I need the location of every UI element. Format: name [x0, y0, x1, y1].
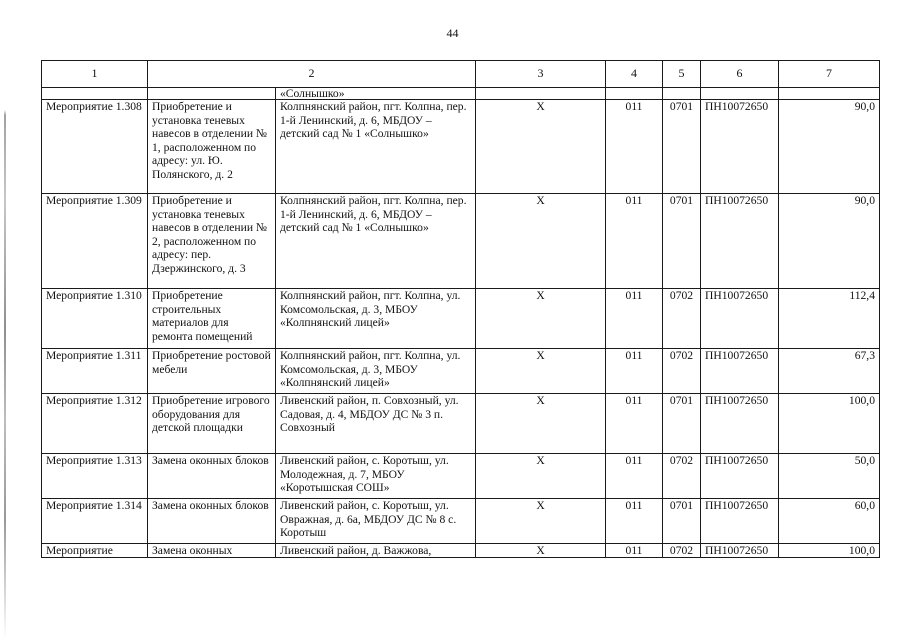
- amount-cell: 90,0: [779, 100, 880, 194]
- event-id-cell: Мероприятие 1.312: [42, 394, 148, 454]
- col5-cell: 0701: [663, 194, 701, 289]
- item-cell: Приобретение игрового оборудования для детской площадки: [148, 394, 276, 454]
- col5-cell: 0701: [663, 394, 701, 454]
- item-cell: Замена оконных блоков: [148, 499, 276, 544]
- item-cell: Приобретение строительных материалов для ремонта помещений: [148, 289, 276, 349]
- col5-cell: 0701: [663, 499, 701, 544]
- amount-cell: 112,4: [779, 289, 880, 349]
- address-cell: Колпнянский район, пгт. Колпна, ул. Комсомольская, д. 3, МБОУ «Колпнянский лицей»: [276, 349, 476, 394]
- col3-cell: Х: [476, 544, 606, 558]
- col6-cell: ПН10072650: [701, 194, 779, 289]
- item-cell: Замена оконных: [148, 544, 276, 558]
- col3-cell: Х: [476, 194, 606, 289]
- event-id-cell: Мероприятие: [42, 544, 148, 558]
- event-id-cell: Мероприятие 1.310: [42, 289, 148, 349]
- header-col-4: 4: [606, 61, 663, 88]
- item-cell: Приобретение и установка теневых навесов в отделении № 1, расположенном по адресу: ул. Ю. Полянского, д. 2: [148, 100, 276, 194]
- budget-table: [41, 60, 880, 558]
- address-cell: Колпнянский район, пгт. Колпна, пер. 1-й Ленинский, д. 6, МБДОУ – детский сад № 1 «Солнышко»: [276, 100, 476, 194]
- col4-cell: 011: [606, 100, 663, 194]
- col6-cell: ПН10072650: [701, 499, 779, 544]
- col6-cell: ПН10072650: [701, 544, 779, 558]
- col5-cell: 0702: [663, 349, 701, 394]
- col6-cell: ПН10072650: [701, 349, 779, 394]
- amount-cell: 100,0: [779, 394, 880, 454]
- item-cell: Замена оконных блоков: [148, 454, 276, 499]
- item-cell: Приобретение ростовой мебели: [148, 349, 276, 394]
- table-row: [42, 289, 880, 349]
- address-cell: Колпнянский район, пгт. Колпна, ул. Комсомольская, д. 3, МБОУ «Колпнянский лицей»: [276, 289, 476, 349]
- table-row: [42, 544, 880, 558]
- scan-edge: [4, 0, 6, 640]
- header-col-2: 2: [148, 61, 476, 88]
- event-id-cell: Мероприятие 1.311: [42, 349, 148, 394]
- col6-cell: ПН10072650: [701, 289, 779, 349]
- col4-cell: 011: [606, 194, 663, 289]
- address-cell: Колпнянский район, пгт. Колпна, пер. 1-й Ленинский, д. 6, МБДОУ – детский сад № 1 «Солнышко»: [276, 194, 476, 289]
- address-cell: Ливенский район, д. Важжова,: [276, 544, 476, 558]
- amount-cell: 60,0: [779, 499, 880, 544]
- col6-cell: ПН10072650: [701, 454, 779, 499]
- col3-cell: Х: [476, 349, 606, 394]
- header-col-6: 6: [701, 61, 779, 88]
- table-row: [42, 349, 880, 394]
- table-row: [42, 100, 880, 194]
- amount-cell: 50,0: [779, 454, 880, 499]
- col5-cell: 0702: [663, 544, 701, 558]
- address-cell: Ливенский район, с. Коротыш, ул. Овражная, д. 6а, МБДОУ ДС № 8 с. Коротыш: [276, 499, 476, 544]
- page-number: 44: [446, 26, 459, 40]
- event-id-cell: Мероприятие 1.308: [42, 100, 148, 194]
- table-row: [42, 394, 880, 454]
- address-cell: Ливенский район, с. Коротыш, ул. Молодежная, д. 7, МБОУ «Коротышская СОШ»: [276, 454, 476, 499]
- col5-cell: 0702: [663, 289, 701, 349]
- event-id-cell: Мероприятие 1.313: [42, 454, 148, 499]
- col6-cell: ПН10072650: [701, 394, 779, 454]
- col5-cell: 0702: [663, 454, 701, 499]
- col3-cell: Х: [476, 100, 606, 194]
- col3-cell: Х: [476, 289, 606, 349]
- col5-cell: 0701: [663, 100, 701, 194]
- amount-cell: 90,0: [779, 194, 880, 289]
- col4-cell: 011: [606, 544, 663, 558]
- event-id-cell: Мероприятие 1.314: [42, 499, 148, 544]
- col4-cell: 011: [606, 454, 663, 499]
- header-col-1: 1: [42, 61, 148, 88]
- col4-cell: 011: [606, 349, 663, 394]
- event-id-cell: Мероприятие 1.309: [42, 194, 148, 289]
- continuation-row: [42, 88, 880, 100]
- header-col-3: 3: [476, 61, 606, 88]
- col3-cell: Х: [476, 394, 606, 454]
- header-row: [42, 61, 880, 88]
- amount-cell: 100,0: [779, 544, 880, 558]
- table-row: [42, 194, 880, 289]
- col4-cell: 011: [606, 289, 663, 349]
- item-cell: Приобретение и установка теневых навесов в отделении № 2, расположенном по адресу: пер. Дзержинского, д. 3: [148, 194, 276, 289]
- amount-cell: 67,3: [779, 349, 880, 394]
- address-cell: Ливенский район, п. Совхозный, ул. Садовая, д. 4, МБДОУ ДС № 3 п. Совхозный: [276, 394, 476, 454]
- table-row: [42, 499, 880, 544]
- col4-cell: 011: [606, 394, 663, 454]
- header-col-5: 5: [663, 61, 701, 88]
- col3-cell: Х: [476, 454, 606, 499]
- col6-cell: ПН10072650: [701, 100, 779, 194]
- header-col-7: 7: [779, 61, 880, 88]
- continuation-cell: «Солнышко»: [276, 88, 476, 100]
- col4-cell: 011: [606, 499, 663, 544]
- table-row: [42, 454, 880, 499]
- col3-cell: Х: [476, 499, 606, 544]
